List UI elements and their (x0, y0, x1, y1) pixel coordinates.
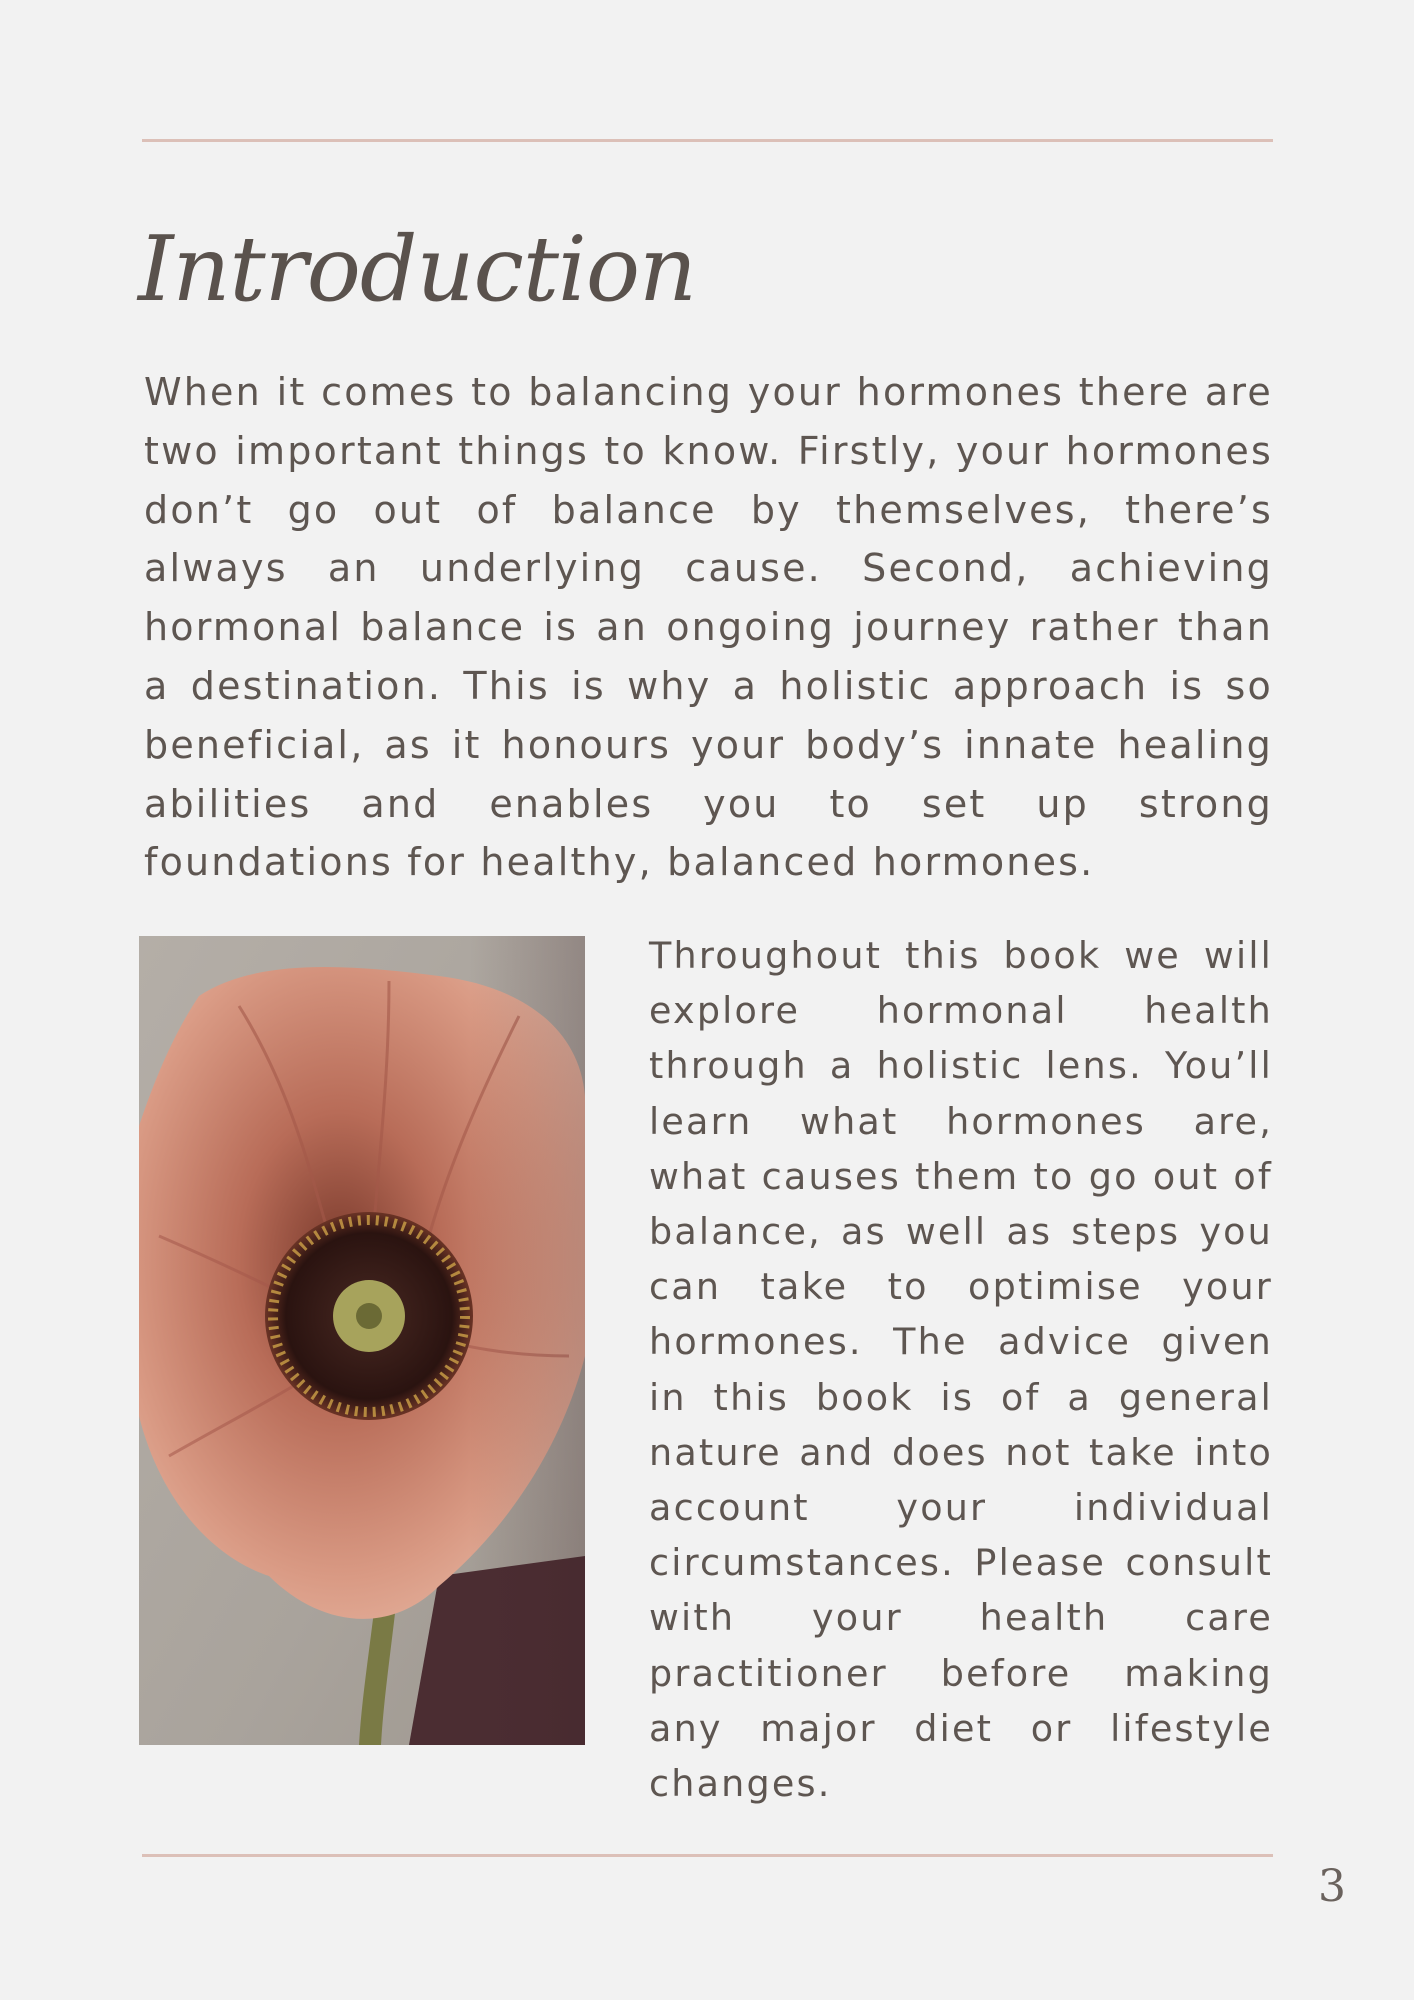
page-number: 3 (1318, 1861, 1346, 1912)
book-overview-paragraph: Throughout this book we will explore hormonal health through a holistic lens. You’ll learn what hormones are, what causes them to go out of balance, as well as steps you can take to optimise your hormones. The advice given in this book is of a general nature and does not take into account your individual circumstances. Please consult with your health care practitioner before making any major diet or lifestyle changes. (649, 934, 1273, 1806)
bottom-divider (142, 1854, 1273, 1857)
poppy-flower-photo (139, 936, 585, 1745)
intro-paragraph: When it comes to balancing your hormones there are two important things to know. Firstly, your hormones don’t go out of balance by themselves, there’s always an underlying cause. Second, achieving hormonal balance is an ongoing journey rather than a destination. This is why a holistic approach is so beneficial, as it honours your body’s innate healing abilities and enables you to set up strong foundations for healthy, balanced hormones. (144, 370, 1273, 885)
page-title: Introduction (138, 217, 696, 322)
top-divider (142, 139, 1273, 142)
